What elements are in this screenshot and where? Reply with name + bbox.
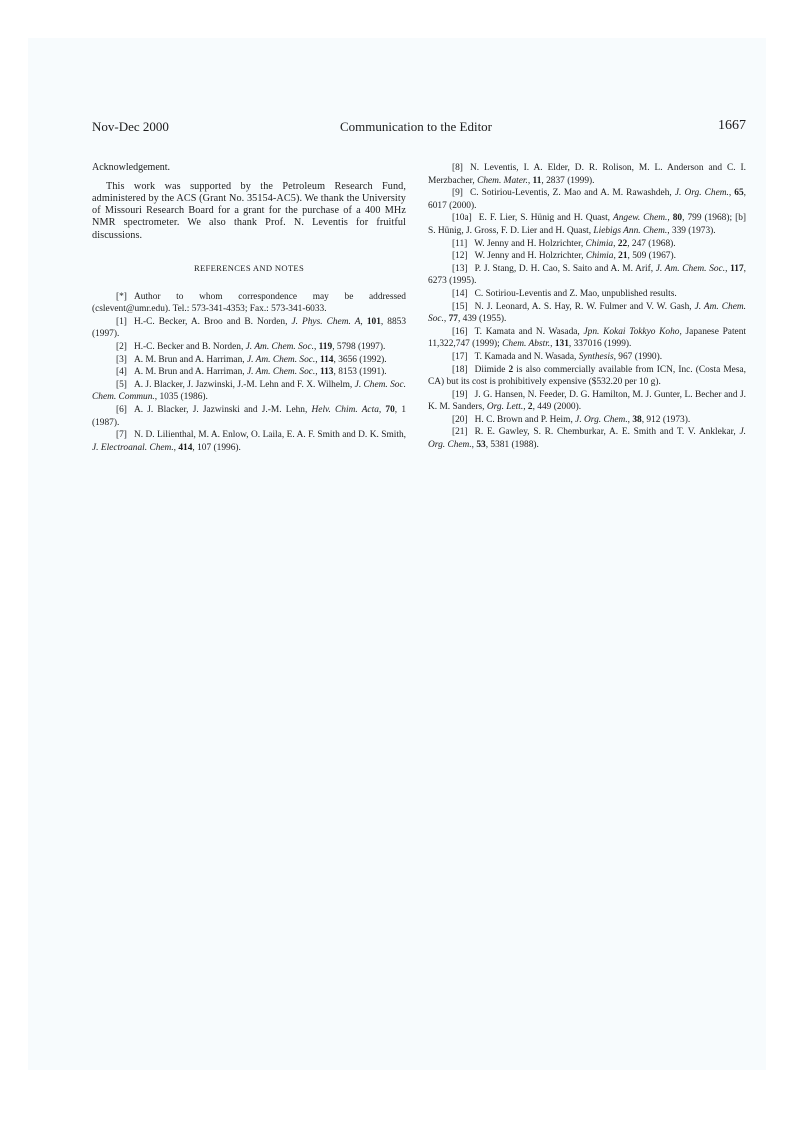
reference-item [428, 263, 746, 288]
reference-text: , 339 (1973). [667, 225, 716, 236]
reference-text: Org. Lett. [486, 402, 524, 413]
reference-text: , [315, 367, 320, 378]
reference-label: [5] [116, 379, 127, 390]
reference-label: [7] [116, 430, 127, 441]
reference-label: [20] [452, 414, 468, 425]
reference-text: J. Am. Chem. Soc. [655, 263, 726, 274]
reference-label: [9] [452, 188, 463, 199]
reference-text: , 967 (1990). [613, 351, 663, 362]
reference-text: , [471, 440, 477, 451]
reference-text: , [550, 339, 555, 350]
reference-text: , [613, 238, 618, 249]
reference-text: 70 [385, 405, 395, 416]
acknowledgement-body: This work was supported by the Petroleum Research Fund, administered by the ACS (Grant No. 35154-AC5). We thank the University of Missouri Research Board for a grant for the purchase of a 400 MHz NMR spectrometer. We also thank Prof. N. Leventis for fruitful discussions. [92, 180, 406, 241]
references-heading: REFERENCES AND NOTES [193, 263, 305, 274]
reference-label: [2] [116, 342, 127, 353]
reference-text: C. Sotiriou-Leventis and Z. Mao, unpublished results. [474, 288, 677, 299]
reference-label: [11] [452, 238, 468, 249]
reference-text: W. Jenny and H. Holzrichter, [474, 238, 586, 249]
reference-text: N. J. Leonard, A. S. Hay, R. W. Fulmer and V. W. Gash, [474, 301, 695, 312]
left-column [92, 162, 406, 454]
reference-text: C. Sotiriou-Leventis, Z. Mao and A. M. Rawashdeh, [469, 188, 675, 199]
reference-text: J. G. Hansen, N. Feeder, D. G. Hamilton, M. J. Gunter, L. Becher and J. K. M. Sanders, [428, 389, 746, 413]
reference-text: 131 [554, 339, 569, 350]
reference-text: A. M. Brun and A. Harriman, [133, 354, 247, 365]
reference-text: A. J. Blacker, J. Jazwinski and J.-M. Lehn, [133, 405, 312, 416]
reference-text: 80 [672, 213, 683, 224]
reference-text: , 912 (1973). [641, 414, 691, 425]
reference-text: , 5381 (1988). [485, 440, 539, 451]
reference-label: [6] [116, 405, 127, 416]
reference-text: , [173, 442, 179, 453]
reference-label: [15] [452, 301, 468, 312]
reference-text: W. Jenny and H. Holzrichter, [474, 251, 586, 262]
reference-text: Chem. Mater. [477, 175, 528, 186]
reference-text: J. Am. Chem. Soc. [245, 342, 314, 353]
reference-list-left [92, 291, 406, 455]
reference-text: , 439 (1955). [457, 314, 507, 325]
reference-item [428, 389, 746, 414]
reference-text: E. F. Lier, S. Hünig and H. Quast, [478, 213, 614, 224]
reference-label: [18] [452, 364, 468, 375]
reference-label: [10a] [452, 213, 472, 224]
reference-text: , 247 (1968). [627, 238, 676, 249]
reference-text: Chem. Abstr. [502, 339, 551, 350]
reference-text: , 799 (1968); [b] S. Hünig, J. Gross, F. D. Lier and H. Quast, [428, 213, 747, 236]
reference-text: 113 [319, 367, 334, 378]
reference-text: J. Am. Chem. Soc. [428, 301, 746, 325]
reference-text: J. Electroanal. Chem. [92, 442, 174, 453]
reference-text: , [378, 405, 386, 416]
reference-item [428, 288, 746, 301]
reference-text: , [667, 213, 673, 224]
reference-text: , 1 (1987). [92, 405, 407, 428]
reference-text: 77 [448, 314, 458, 325]
reference-text: 22 [617, 238, 628, 249]
reference-text: , 8853 (1997). [92, 316, 407, 340]
reference-list-right [428, 162, 746, 452]
reference-item [92, 404, 406, 429]
reference-text: 38 [632, 414, 642, 425]
reference-text: , [613, 251, 619, 262]
reference-label: [12] [452, 251, 468, 262]
reference-text: T. Kamada and N. Wasada, [474, 351, 579, 362]
reference-text: H.-C. Becker and B. Norden, [133, 342, 246, 353]
reference-text: J. Org. Chem. [575, 414, 628, 425]
reference-text: R. E. Gawley, S. R. Chemburkar, A. E. Smith and T. V. Anklekar, [474, 427, 740, 438]
section-title: Communication to the Editor [340, 119, 493, 134]
reference-text: H. C. Brown and P. Heim, [474, 414, 576, 425]
reference-text: Chimia [585, 238, 614, 249]
acknowledgement-heading: Acknowledgement. [92, 162, 171, 173]
reference-text: J. Am. Chem. Soc. [246, 354, 316, 365]
reference-item [92, 366, 406, 379]
reference-text: P. J. Stang, D. H. Cao, S. Saito and A. M. Arif, [474, 263, 656, 274]
reference-text: , 107 (1996). [192, 442, 241, 453]
reference-text: , [728, 188, 735, 199]
reference-label: [8] [452, 163, 463, 173]
reference-label: [3] [116, 354, 127, 365]
reference-text: , 337016 (1999). [568, 339, 632, 350]
reference-item [92, 316, 406, 341]
reference-text: , 509 (1967). [627, 251, 676, 262]
reference-text: , 2837 (1999). [541, 175, 595, 186]
reference-item [428, 351, 746, 364]
reference-text: 53 [476, 440, 486, 451]
reference-text: Liebigs Ann. Chem. [593, 225, 668, 236]
reference-text: , [527, 175, 533, 186]
reference-label: [16] [452, 326, 468, 337]
reference-text: , 5798 (1997). [332, 342, 386, 353]
reference-label: [13] [452, 263, 468, 274]
reference-item [92, 354, 406, 367]
reference-item [92, 341, 406, 354]
reference-item [428, 162, 746, 187]
reference-text: 117 [730, 263, 744, 274]
reference-text: 2 [508, 364, 514, 375]
reference-item [428, 414, 746, 427]
reference-text: J. Phys. Chem. A [291, 316, 361, 327]
reference-text: , [725, 263, 731, 274]
reference-label: [14] [452, 288, 468, 299]
reference-text: 101 [366, 316, 381, 327]
reference-label: [17] [452, 351, 468, 362]
reference-text: , Japanese Patent 11,322,747 (1999); [428, 326, 747, 350]
reference-item [428, 238, 746, 251]
reference-text: Jpn. Kokai Tokkyo Koho [583, 326, 680, 337]
reference-item [428, 187, 746, 212]
reference-text: , [313, 342, 319, 353]
reference-text: Diimide [474, 364, 509, 375]
reference-text: , [627, 414, 633, 425]
reference-text: A. M. Brun and A. Harriman, [133, 367, 247, 378]
reference-text: 2 [527, 402, 533, 413]
right-column [428, 162, 746, 452]
reference-text: 119 [318, 342, 333, 353]
reference-text: Angew. Chem. [613, 213, 668, 224]
reference-label: [21] [452, 427, 468, 438]
reference-item [428, 364, 746, 389]
reference-item [428, 250, 746, 263]
reference-text: J. Am. Chem. Soc. [246, 367, 316, 378]
journal-issue-date: Nov-Dec 2000 [92, 119, 169, 134]
reference-item [428, 426, 746, 451]
reference-text: , 3656 (1992). [333, 354, 387, 365]
reference-label: [4] [116, 367, 127, 378]
reference-item [428, 212, 746, 237]
reference-text: Synthesis [578, 351, 614, 362]
reference-text: J. Org. Chem. [674, 188, 729, 199]
reference-text: Helv. Chim. Acta [311, 405, 379, 416]
reference-item [92, 429, 406, 454]
reference-text: , [360, 316, 367, 327]
reference-text: , 6017 (2000). [428, 188, 747, 211]
reference-item [92, 291, 406, 316]
reference-text: is also commercially available from ICN, Inc. (Costa Mesa, CA) but its cost is prohibitively expensive ($532.20 per 10 g). [428, 364, 746, 388]
reference-text: Author to whom correspondence may be addressed (cslevent@umr.edu). Tel.: 573-341-4353; Fax.: 573-341-6033. [92, 291, 406, 315]
reference-text: 65 [734, 188, 744, 199]
reference-label: [19] [452, 389, 468, 400]
reference-label: [*] [116, 291, 127, 302]
reference-text: 11 [532, 175, 542, 186]
reference-text: , 449 (2000). [532, 402, 582, 413]
reference-text: , 8153 (1991). [333, 367, 387, 378]
reference-text: H.-C. Becker, A. Broo and B. Norden, [133, 316, 292, 327]
reference-text: N. Leventis, I. A. Elder, D. R. Rolison, M. L. Anderson and C. I. Merzbacher, [428, 163, 746, 186]
reference-text: , 6273 (1995). [428, 263, 747, 287]
reference-text: , 1035 (1986). [154, 392, 208, 403]
reference-text: , [315, 354, 320, 365]
reference-text: 114 [319, 354, 334, 365]
reference-item [428, 301, 746, 326]
reference-text: 414 [178, 442, 193, 453]
reference-label: [1] [116, 316, 127, 327]
reference-text: A. J. Blacker, J. Jazwinski, J.-M. Lehn and F. X. Wilhelm, [133, 379, 355, 390]
reference-text: 21 [618, 251, 628, 262]
reference-item [92, 379, 406, 404]
reference-text: J. Org. Chem. [428, 427, 746, 451]
reference-text: Chimia [585, 251, 614, 262]
reference-text: T. Kamata and N. Wasada, [474, 326, 584, 337]
reference-text: N. D. Lilienthal, M. A. Enlow, O. Laila, E. A. F. Smith and D. K. Smith, [133, 430, 406, 441]
reference-item [428, 326, 746, 351]
page-number: 1667 [718, 118, 746, 133]
reference-text: , [523, 402, 528, 413]
reference-text: , [443, 314, 449, 325]
reference-text: J. Chem. Soc. Chem. Commun. [92, 379, 406, 403]
